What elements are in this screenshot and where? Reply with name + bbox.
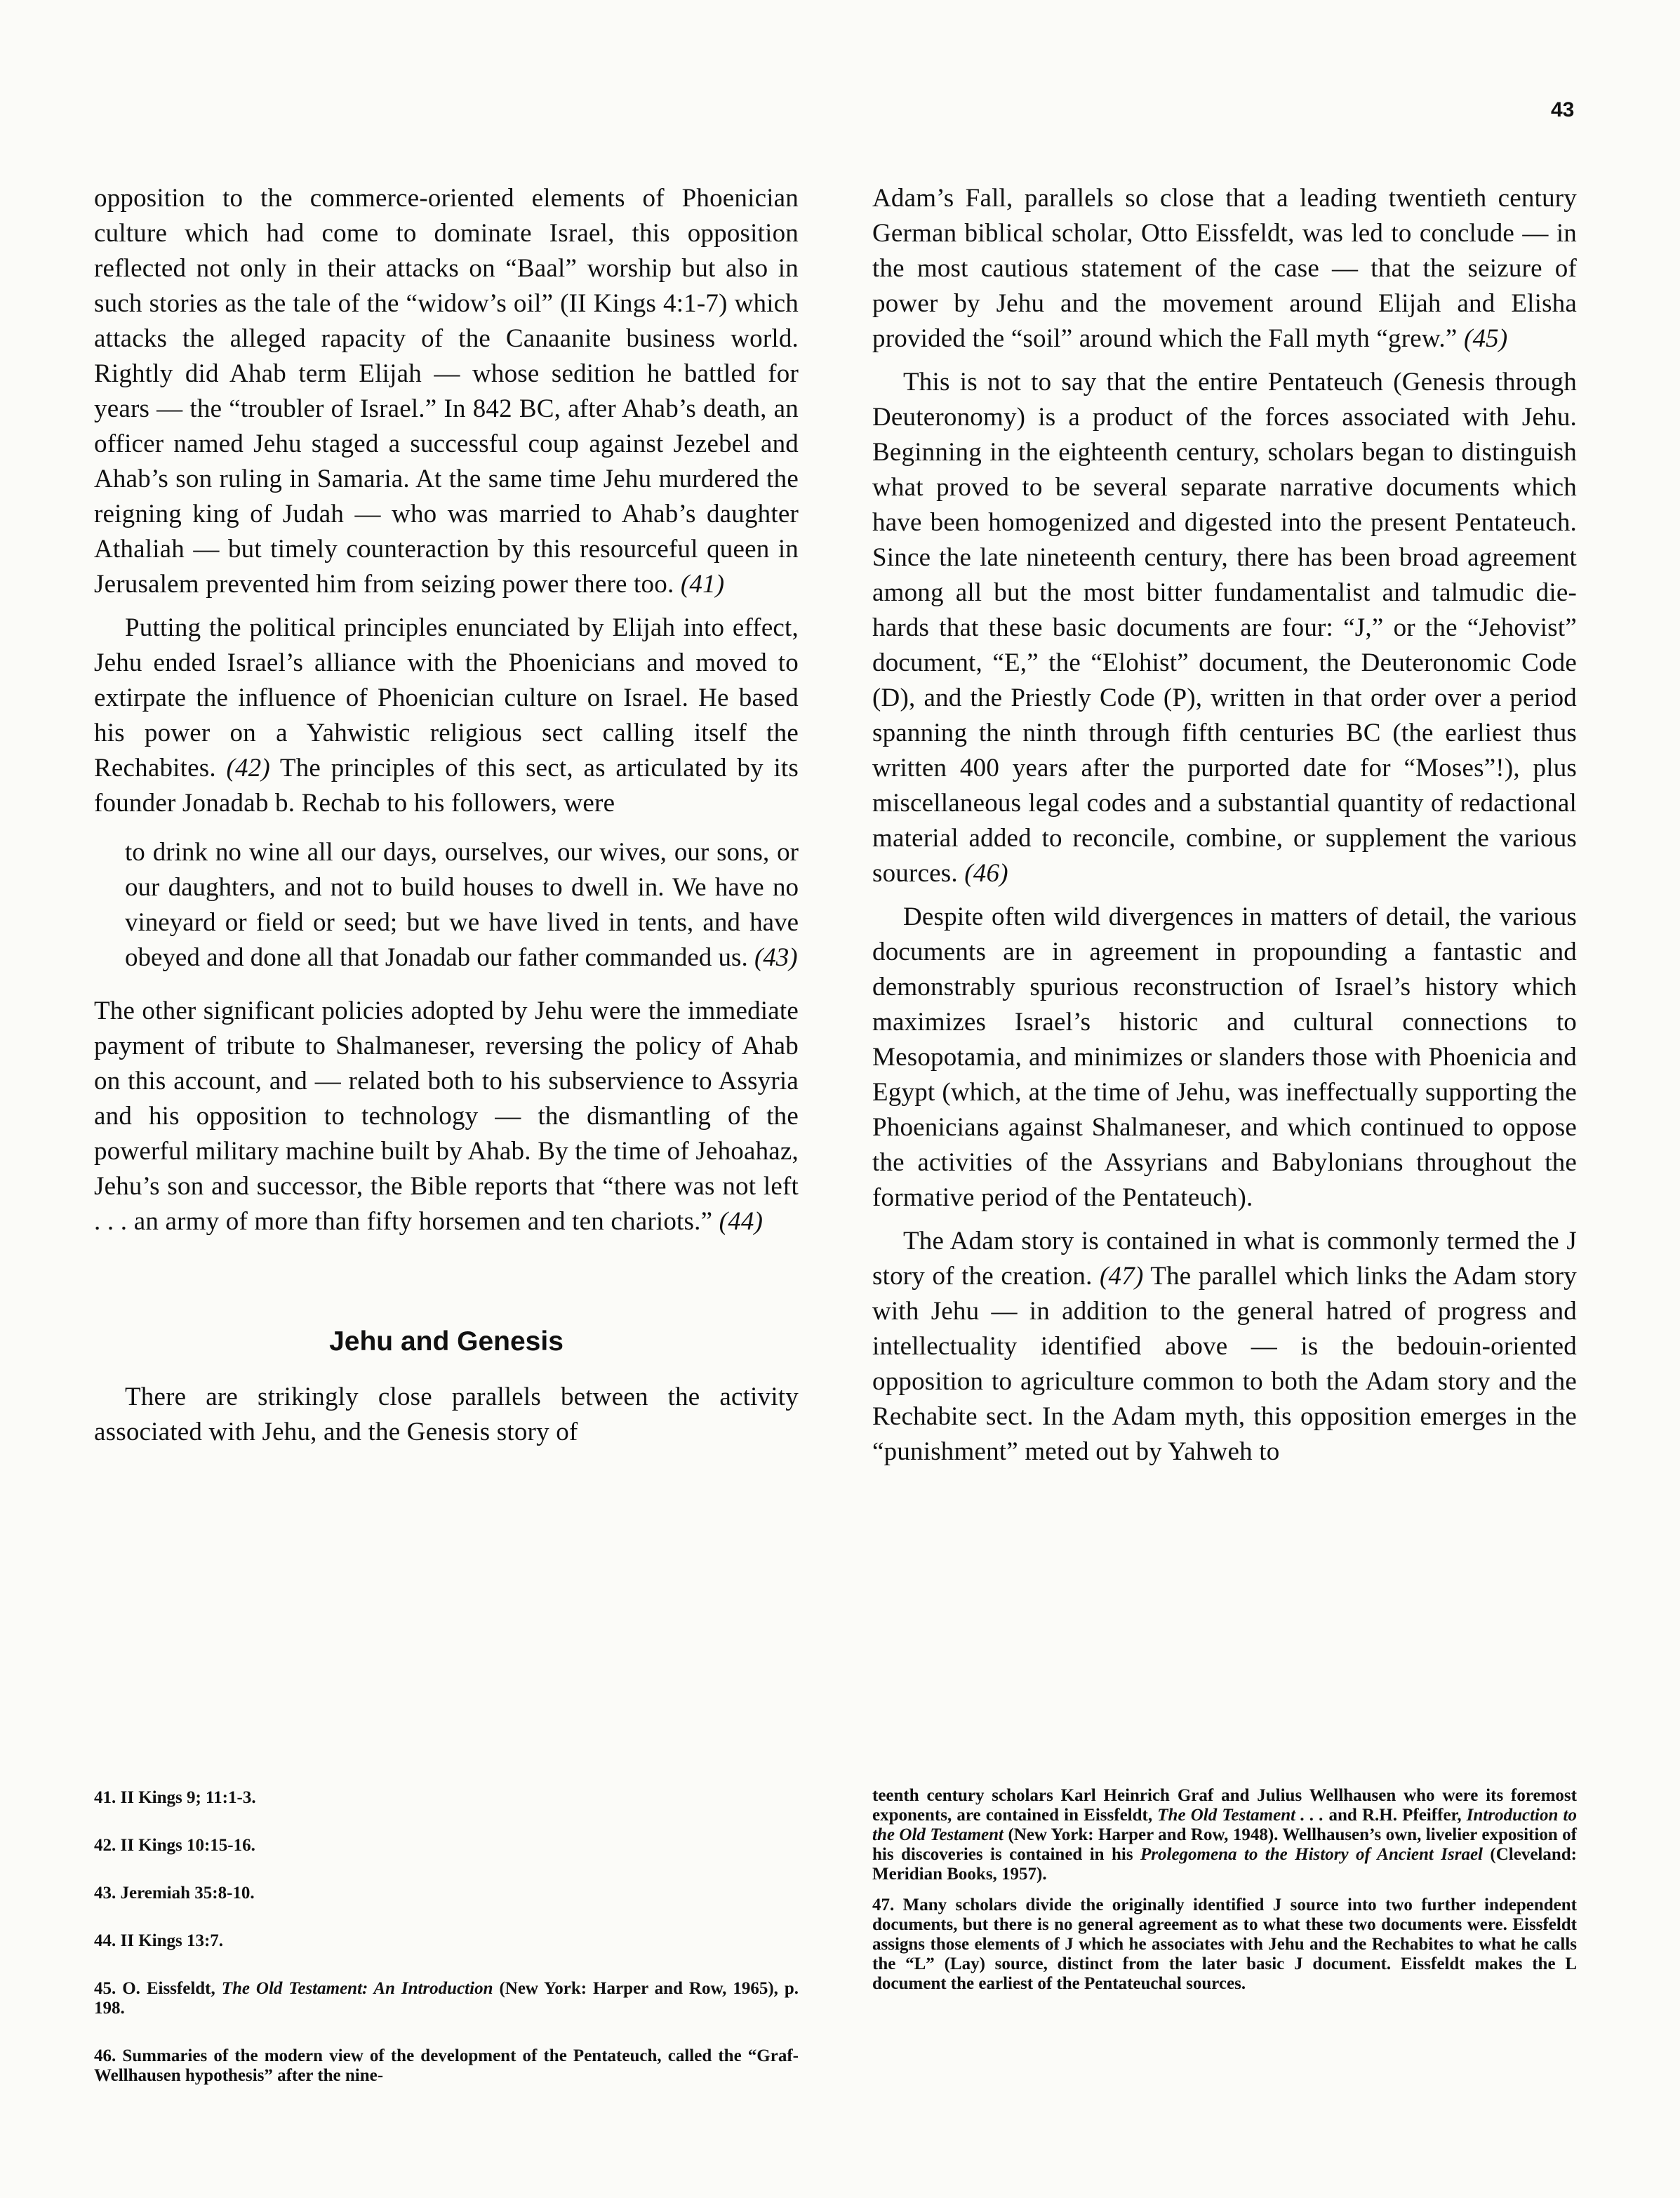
block-quote <box>125 835 799 975</box>
footnote-text: (New York: Harper and Row, 1965), p. 198. <box>94 1979 799 2018</box>
footnotes-right <box>872 1786 1577 2005</box>
paragraph-text: The principles of this sect, as articulated by its founder Jonadab b. Rechab to his followers, were <box>94 754 799 818</box>
paragraph-text: The parallel which links the Adam story with Jehu — in addition to the general hatred of progress and intellectuality identified above — is the bedouin-oriented opposition to agriculture common to both the Adam story and the Rechabite sect. In the Adam myth, this opposition emerges in the “punishment” meted out by Yahweh to <box>872 1262 1577 1466</box>
left-column <box>94 181 799 1458</box>
paragraph-text: The Adam story is contained in what is commonly termed the J story of the creation. <box>872 1227 1577 1291</box>
right-column <box>872 181 1577 1478</box>
quote-text: to drink no wine all our days, ourselves, our wives, our sons, or our daughters, and not to build houses to dwell in. We have no vineyard or field or seed; but we have lived in tents, and have obeyed and done all that Jonadab our father commanded us. <box>125 838 799 972</box>
footnote-47: 47. Many scholars divide the originally identified J source into two further independent documents, but there is no general agreement as to what these two documents were. Eissfeldt assigns those elements of J which he associates with Jehu and the Rechabites to what he calls the “L” (Lay) source, distinct from the later basic J document. Eissfeldt makes the L document the earliest of the Pentateuchal sources. <box>872 1896 1577 1993</box>
note-ref-41: (41) <box>680 570 725 599</box>
footnote-41: 41. II Kings 9; 11:1-3. <box>94 1788 256 1807</box>
paragraph <box>94 181 799 602</box>
paragraph <box>94 611 799 821</box>
note-ref-43: (43) <box>754 943 798 972</box>
cited-title: The Old Testament . . . <box>1157 1806 1324 1825</box>
footnote-46: 46. Summaries of the modern view of the development of the Pentateuch, called the “Graf-Wellhausen hypothesis” after the nine- <box>94 2046 799 2085</box>
footnote-42: 42. II Kings 10:15-16. <box>94 1836 255 1855</box>
paragraph-text: Putting the political principles enunciated by Elijah into effect, Jehu ended Israel’s alliance with the Phoenicians and moved to extirpate the influence of Phoenician culture on Israel. He based his power on a Yahwistic religious sect calling itself the Rechabites. <box>94 613 799 782</box>
footnote-43: 43. Jeremiah 35:8-10. <box>94 1884 255 1903</box>
footnotes-left <box>94 1788 799 2114</box>
note-ref-46: (46) <box>964 859 1008 888</box>
footnote-text: (Cleveland: Meridian Books, 1957). <box>872 1845 1578 1884</box>
cited-title: Introduction to the Old Testament <box>872 1806 1578 1844</box>
paragraph-text: Adam’s Fall, parallels so close that a leading twentieth century German biblical scholar, Otto Eissfeldt, was led to conclude — in the most cautious statement of the case — that the seizure of power by Jehu and the movement around Elijah and Elisha provided the “soil” around which the Fall myth “grew.” <box>872 184 1577 353</box>
paragraph <box>872 900 1577 1215</box>
note-ref-45: (45) <box>1463 324 1508 353</box>
cited-title: Prolegomena to the History of Ancient Israel <box>1140 1845 1483 1864</box>
paragraph <box>872 365 1577 891</box>
paragraph <box>94 994 799 1239</box>
cited-title: The Old Testament: An Introduction <box>221 1979 493 1998</box>
paragraph-text: This is not to say that the entire Pentateuch (Genesis through Deuteronomy) is a product of the forces associated with Jehu. Beginning in the eighteenth century, scholars began to distinguish what proved to be several separate narrative documents which have been homogenized and digested into the present Pentateuch. Since the late nineteenth century, there has been broad agreement among all but the most bitter fundamentalist and talmudic die-hards that these basic documents are four: “J,” or the “Jehovist” document, “E,” the “Elohist” document, the Deuteronomic Code (D), and the Priestly Code (P), written in that order over a period spanning the ninth through fifth centuries BC (the earliest thus written 400 years after the purported date for “Moses”!), plus miscellaneous legal codes and a substantial quantity of redactional material added to reconcile, combine, or supplement the various sources. <box>872 368 1577 888</box>
paragraph-text: There are strikingly close parallels between the activity associated with Jehu, and the Genesis story of <box>94 1383 799 1446</box>
paragraph-text: opposition to the commerce-oriented elements of Phoenician culture which had come to dominate Israel, this opposition reflected not only in their attacks on “Baal” worship but also in such stories as the tale of the “widow’s oil” (II Kings 4:1-7) which attacks the alleged rapacity of the Canaanite business world. Rightly did Ahab term Elijah — whose sedition he battled for years — the “troubler of Israel.” In 842 BC, after Ahab’s death, an officer named Jehu staged a successful coup against Jezebel and Ahab’s son ruling in Samaria. At the same time Jehu murdered the reigning king of Judah — who was married to Ahab’s daughter Athaliah — but timely counteraction by this resourceful queen in Jerusalem prevented him from seizing power there too. <box>94 184 799 599</box>
note-ref-44: (44) <box>719 1207 764 1236</box>
section-heading: Jehu and Genesis <box>329 1326 564 1357</box>
footnote-text: and R.H. Pfeiffer, <box>1328 1806 1462 1825</box>
paragraph <box>94 1380 799 1450</box>
footnote-44: 44. II Kings 13:7. <box>94 1931 224 1950</box>
footnote-46-continued <box>872 1786 1577 1884</box>
paragraph <box>872 181 1577 357</box>
paragraph <box>872 1224 1577 1470</box>
page-number: 43 <box>1551 98 1575 121</box>
footnote-45 <box>94 1979 799 2018</box>
note-ref-47: (47) <box>1100 1262 1144 1291</box>
footnote-text: teenth century scholars Karl Heinrich Graf and Julius Wellhausen who were its foremost exponents, are contained in Eissfeldt, <box>872 1786 1577 1825</box>
paragraph-text: Despite often wild divergences in matters of detail, the various documents are in agreement in propounding a fantastic and demonstrably spurious reconstruction of Israel’s history which maximizes Israel’s historic and cultural connections to Mesopotamia, and minimizes or slanders those with Phoenicia and Egypt (which, at the time of Jehu, was ineffectually supporting the Phoenicians against Shalmaneser, and which continued to oppose the activities of the Assyrians and Babylonians throughout the formative period of the Pentateuch). <box>872 902 1577 1212</box>
footnote-text: 45. O. Eissfeldt, <box>94 1979 215 1998</box>
note-ref-42: (42) <box>226 754 270 782</box>
footnote-text: (New York: Harper and Row, 1948). Wellhausen’s own, livelier exposition of his discoveries is contained in his <box>872 1825 1577 1864</box>
paragraph-text: The other significant policies adopted by Jehu were the immediate payment of tribute to Shalmaneser, reversing the policy of Ahab on this account, and — related both to his subservience to Assyria and his opposition to technology — the dismantling of the powerful military machine built by Ahab. By the time of Jehoahaz, Jehu’s son and successor, the Bible reports that “there was not left . . . an army of more than fifty horsemen and ten chariots.” <box>94 997 799 1236</box>
